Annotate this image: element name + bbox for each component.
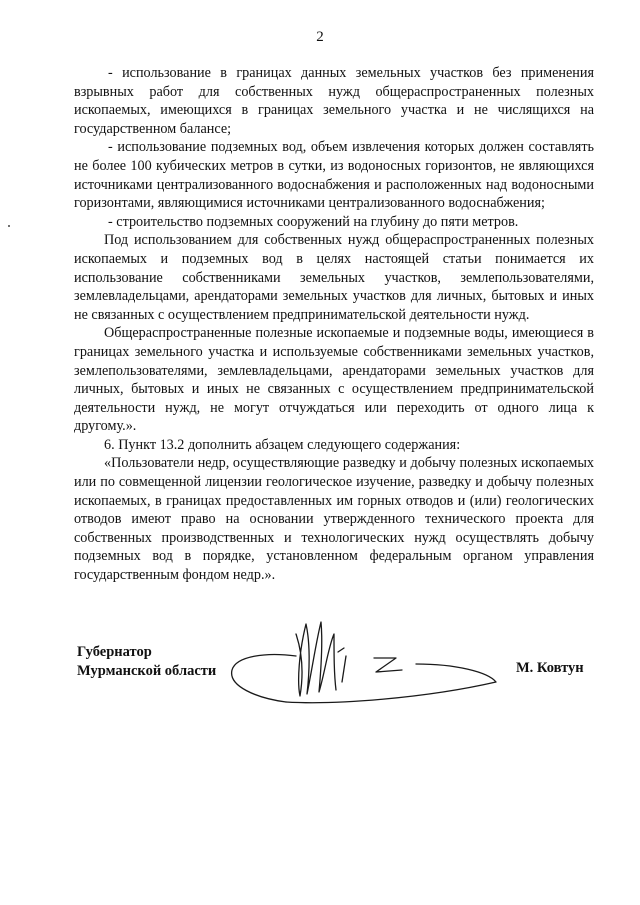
paragraph-underground-structures: - строительство подземных сооружений на глубину до пяти метров. — [108, 213, 519, 230]
document-body — [74, 64, 594, 585]
paragraph-alienation-ban: Общераспространенные полезные ископаемые и подземные воды, имеющиеся в границах земельного участка и используемые собственниками земельных участков, землепользователями, землевладельцами, арендаторами земельных участков для личных, бытовых и иных не связанных с осуществлением предпринимательской деятельности нужд, не могут отчуждаться или переходить от одного лица к другому.». — [74, 325, 594, 435]
paragraph-quoted-addition: «Пользователи недр, осуществляющие разведку и добычу полезных ископаемых или по совмещенной лицензии геологическое изучение, разведку и добычу полезных ископаемых, в границах предоставленных им горных отводов и (или) геологических отводов имеют право на основании утвержденного технического проекта для собственных производственных и технологических нужд осуществлять добычу подземных вод в порядке, установленном федеральным органом управления государственным фондом недр.». — [74, 455, 594, 584]
stray-mark — [8, 225, 10, 227]
signatory-title-line2: Мурманской области — [77, 663, 217, 679]
paragraph-groundwater-use: - использование подземных вод, объем извлечения которых должен составлять не более 100 кубических метров в сутки, из водоносных горизонтов, не являющихся источниками централизованного водоснабжения и расположенных над водоносными горизонтами, являющимися источниками централизованного водоснабжения; — [74, 139, 594, 212]
handwritten-signature — [226, 612, 506, 707]
paragraph-own-needs-definition: Под использованием для собственных нужд общераспространенных полезных ископаемых и подземных вод в целях настоящей статьи понимается их использование собственниками земельных участков, землепользователями, землевладельцами, арендаторами земельных участков для личных, бытовых и иных не связанных с осуществлением предпринимательской деятельности нужд. — [74, 232, 594, 323]
signatory-name: М. Ковтун — [516, 660, 584, 676]
paragraph-amendment-6: 6. Пункт 13.2 дополнить абзацем следующего содержания: — [104, 436, 461, 453]
signatory-title — [77, 643, 216, 681]
paragraph-blasting-free-use: - использование в границах данных земельных участков без применения взрывных работ для собственных нужд общераспространенных полезных ископаемых, имеющихся в границах земельного участка и не числящихся на государственном балансе; — [74, 65, 594, 137]
signatory-title-line1: Губернатор — [77, 644, 152, 660]
page-number: 2 — [316, 29, 324, 45]
